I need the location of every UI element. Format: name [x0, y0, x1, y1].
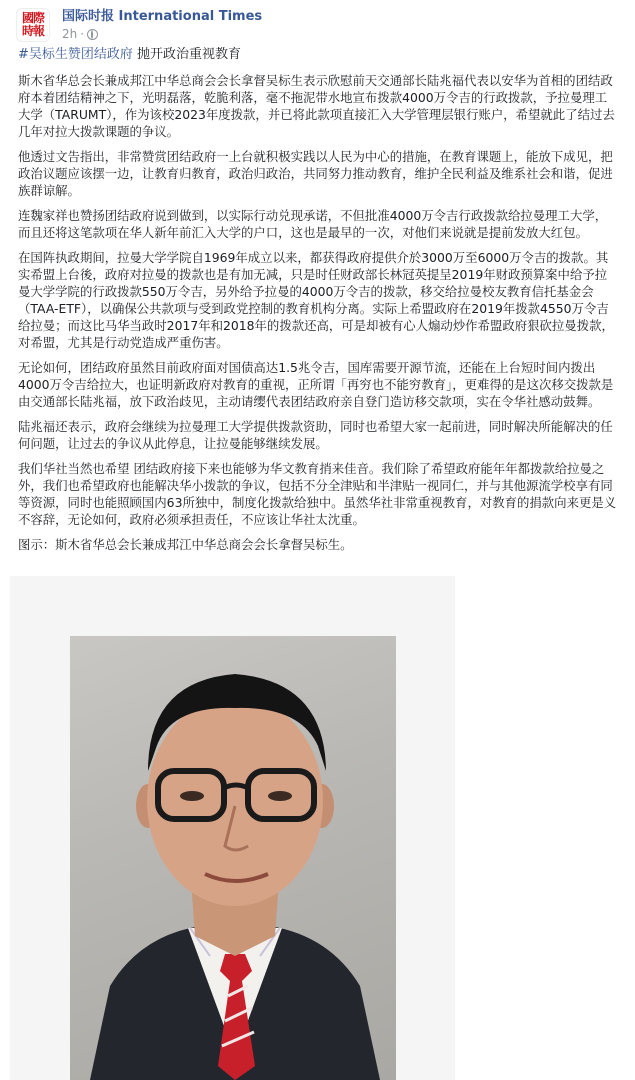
portrait-photo[interactable] — [70, 636, 396, 1080]
post-header — [16, 8, 262, 42]
page-name-link[interactable]: 国际时报 International Times — [62, 9, 263, 24]
post-tagline — [18, 46, 618, 64]
paragraph: 他透过文告指出，非常赞赏团结政府一上台就积极实践以人民为中心的措施，在教育课题上，能放下成见，把政治议题应该摆一边，让教育归教育，政治归政治，共同努力推动教育，维护全民利益及维系社会和谐，促进族群谅解。 — [18, 149, 613, 198]
paragraph: 无论如何，团结政府虽然目前政府面对国债高达1.5兆令吉，国库需要开源节流，还能在上台短时间内拨出4000万令吉给拉大，也证明新政府对教育的重视，正所谓「再穷也不能穷教育」，更难得的是这次移交拨款是由交通部长陆兆福，放下政治歧见，主动请缨代表团结政府亲自登门造访移交款项，实在令华社感动鼓舞。 — [18, 360, 614, 409]
post-headline: 抛开政治重视教育 — [132, 47, 242, 62]
paragraph: 陆兆福还表示，政府会继续为拉曼理工大学提供拨款资助，同时也希望大家一起前进，同时解决所能解决的任何问题，让过去的争议从此停息，让拉曼能够继续发展。 — [18, 419, 613, 451]
photo-caption: 图示：斯木省华总会长兼成邦江中华总商会会长拿督吴标生。 — [18, 537, 353, 552]
paragraph: 我们华社当然也希望 团结政府接下来也能够为华文教育捎来佳音。我们除了希望政府能年年都拨款给拉曼之外，我们也希望政府也能解决华小拨款的争议，包括不分全津贴和半津贴一视同仁，并与其他源流学校享有同等资源，同时也能照顾国内63所独中，制度化拨款给独中。虽然华社非常重视教育，对教育的捐款向来更是义不容辞，无论如何，政府必须承担责任，不应该让华社太沈重。 — [18, 461, 617, 527]
post-meta — [62, 8, 262, 42]
paragraph: 斯木省华总会长兼成邦江中华总商会会长拿督吴标生表示欣慰前天交通部长陆兆福代表以安华为首相的团结政府本着团结精神之下，光明磊落，乾脆利落，毫不拖泥带水地宣布拨款4000万令吉的行政拨款，予拉曼理工大学（TARUMT），作为该校2023年度拨款，并已将此款项直接汇入大学管理层银行账户，希望就此了结过去几年对拉大拨款课题的争议。 — [18, 73, 615, 139]
dot-separator: · — [80, 27, 85, 41]
portrait-illustration — [70, 636, 396, 1080]
avatar-logo-line1: 國際 — [21, 11, 44, 25]
paragraph: 在国阵执政期间，拉曼大学学院自1969年成立以来，都获得政府提供介於3000万至6000万令吉的拨款。其实希盟上台後，政府对拉曼的拨款也是有加无减，只是时任财政部长林冠英提呈2019年财政预算案中给予拉曼大学学院的行政拨款550万令吉，另外给予拉曼的4000万令吉的拨款，移交给拉曼校友教育信托基金会（TAA-ETF），以确保公共款项与受到政党控制的教育机构分离。实际上希盟政府在2019年拨款4550万令吉给拉曼；而这比马华当政时2017年和2018年的拨款还高，可是却被有心人煽动炒作希盟政府狠砍拉曼拨款，对希盟，尤其是行动党造成严重伤害。 — [18, 250, 614, 350]
post-timestamp[interactable]: 2h — [62, 27, 78, 41]
avatar-logo-line2: 時報 — [21, 24, 44, 38]
post-photo-container[interactable] — [10, 576, 455, 1080]
paragraph: 连魏家祥也赞扬团结政府说到做到，以实际行动兑现承诺，不但批准4000万令吉行政拨款给拉曼理工大学，而且还将这笔款项在华人新年前汇入大学的户口，这也是最早的一次，对他们来说就是提前发放大红包。 — [18, 208, 608, 240]
post-sub-info — [62, 26, 262, 42]
page-avatar[interactable] — [16, 8, 50, 42]
post-body — [18, 46, 618, 561]
globe-icon[interactable] — [87, 29, 98, 40]
hashtag-link[interactable]: #吴标生赞团结政府 — [18, 47, 133, 62]
